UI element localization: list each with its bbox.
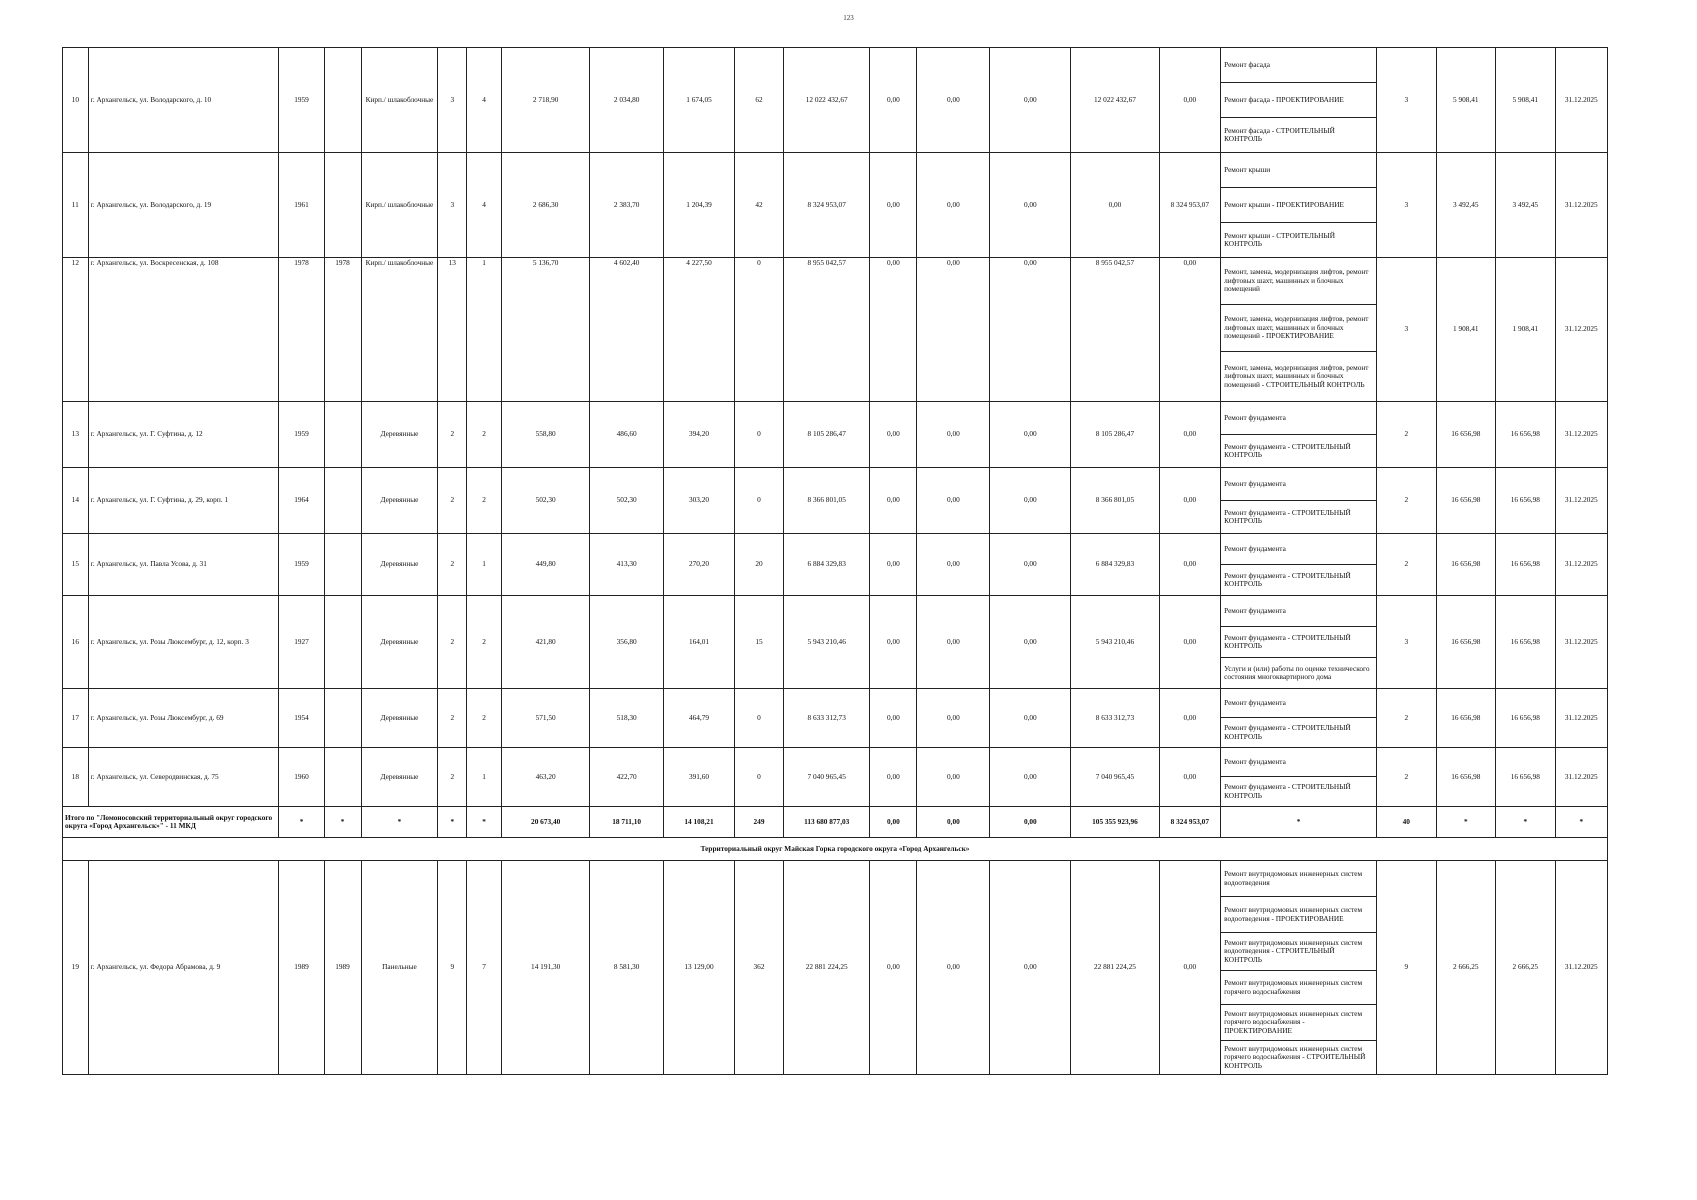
cell-floors: 2 [438, 596, 467, 689]
cell-area_rooms: 2 383,70 [590, 153, 664, 258]
cell-year2: 1978 [324, 258, 361, 402]
cell-c2: 0,00 [917, 153, 990, 258]
cell-p2: 1 908,41 [1496, 258, 1556, 402]
table-row [63, 402, 1608, 435]
cell-date: 31.12.2025 [1555, 48, 1607, 153]
cell-c4: 8 105 286,47 [1071, 402, 1159, 468]
work-type-cell: Ремонт фасада - СТРОИТЕЛЬНЫЙ КОНТРОЛЬ [1221, 118, 1377, 153]
cell-n: 9 [1377, 861, 1437, 1075]
cell-c1: 0,00 [870, 468, 917, 534]
total-cell-area_living: 14 108,21 [664, 807, 735, 838]
cell-c5: 0,00 [1159, 48, 1221, 153]
cell-year: 1978 [279, 258, 324, 402]
page-number: 123 [843, 14, 854, 22]
cell-floors: 2 [438, 468, 467, 534]
cell-p1: 5 908,41 [1436, 48, 1496, 153]
work-type-cell: Ремонт крыши - ПРОЕКТИРОВАНИЕ [1221, 188, 1377, 223]
cell-n: 2 [1377, 468, 1437, 534]
cell-floors: 3 [438, 48, 467, 153]
cell-area_rooms: 2 034,80 [590, 48, 664, 153]
cell-cost: 8 324 953,07 [784, 153, 870, 258]
cell-year: 1927 [279, 596, 324, 689]
total-cell-c2: 0,00 [917, 807, 990, 838]
cell-area_living: 164,01 [664, 596, 735, 689]
work-type-cell: Ремонт фундамента - СТРОИТЕЛЬНЫЙ КОНТРОЛЬ [1221, 501, 1377, 534]
cell-year: 1959 [279, 48, 324, 153]
cell-num: 11 [63, 153, 89, 258]
cell-p2: 16 656,98 [1496, 468, 1556, 534]
work-type-cell: Ремонт фундамента - СТРОИТЕЛЬНЫЙ КОНТРОЛЬ [1221, 777, 1377, 807]
work-type-cell: Ремонт фундамента [1221, 534, 1377, 565]
cell-c1: 0,00 [870, 689, 917, 748]
cell-addr: г. Архангельск, ул. Воскресенская, д. 108 [88, 258, 279, 402]
cell-c3: 0,00 [990, 534, 1071, 596]
cell-year: 1989 [279, 861, 324, 1075]
cell-area_total: 2 686,30 [502, 153, 590, 258]
work-type-cell: Ремонт фундамента - СТРОИТЕЛЬНЫЙ КОНТРОЛЬ [1221, 718, 1377, 748]
capital-repair-table [62, 47, 1608, 1075]
total-cell-cost: 113 680 877,03 [784, 807, 870, 838]
cell-p2: 16 656,98 [1496, 689, 1556, 748]
work-type-cell: Ремонт, замена, модернизация лифтов, ремонт лифтовых шахт, машинных и блочных помещений [1221, 258, 1377, 305]
cell-c2: 0,00 [917, 402, 990, 468]
cell-c4: 12 022 432,67 [1071, 48, 1159, 153]
cell-num: 15 [63, 534, 89, 596]
cell-addr: г. Архангельск, ул. Федора Абрамова, д. 9 [88, 861, 279, 1075]
cell-date: 31.12.2025 [1555, 153, 1607, 258]
cell-year2 [324, 596, 361, 689]
cell-p1: 16 656,98 [1436, 468, 1496, 534]
total-cell-star: * [279, 807, 324, 838]
cell-p1: 1 908,41 [1436, 258, 1496, 402]
cell-addr: г. Архангельск, ул. Павла Усова, д. 31 [88, 534, 279, 596]
cell-entrances: 4 [467, 48, 502, 153]
cell-c4: 8 366 801,05 [1071, 468, 1159, 534]
cell-year2 [324, 402, 361, 468]
cell-floors: 9 [438, 861, 467, 1075]
cell-year: 1964 [279, 468, 324, 534]
cell-area_living: 270,20 [664, 534, 735, 596]
cell-date: 31.12.2025 [1555, 748, 1607, 807]
cell-year: 1954 [279, 689, 324, 748]
total-cell-star: * [361, 807, 438, 838]
cell-p1: 16 656,98 [1436, 596, 1496, 689]
cell-area_living: 464,79 [664, 689, 735, 748]
cell-residents: 42 [734, 153, 783, 258]
cell-addr: г. Архангельск, ул. Г. Суфтина, д. 12 [88, 402, 279, 468]
cell-area_rooms: 356,80 [590, 596, 664, 689]
cell-c5: 0,00 [1159, 689, 1221, 748]
work-type-cell: Ремонт внутридомовых инженерных систем горячего водоснабжения - ПРОЕКТИРОВАНИЕ [1221, 1005, 1377, 1041]
cell-c5: 0,00 [1159, 596, 1221, 689]
cell-year2 [324, 534, 361, 596]
cell-p2: 16 656,98 [1496, 402, 1556, 468]
cell-date: 31.12.2025 [1555, 258, 1607, 402]
cell-material: Деревянные [361, 748, 438, 807]
cell-area_total: 571,50 [502, 689, 590, 748]
cell-p1: 16 656,98 [1436, 689, 1496, 748]
cell-c1: 0,00 [870, 748, 917, 807]
cell-n: 3 [1377, 153, 1437, 258]
table-body [63, 48, 1608, 1075]
total-cell-c5: 8 324 953,07 [1159, 807, 1221, 838]
cell-cost: 7 040 965,45 [784, 748, 870, 807]
work-type-cell: Ремонт крыши [1221, 153, 1377, 188]
cell-material: Панельные [361, 861, 438, 1075]
work-type-cell: Ремонт фундамента [1221, 596, 1377, 627]
cell-num: 13 [63, 402, 89, 468]
total-cell-c4: 105 355 923,96 [1071, 807, 1159, 838]
cell-residents: 15 [734, 596, 783, 689]
work-type-cell: Ремонт фундамента [1221, 748, 1377, 777]
cell-p2: 16 656,98 [1496, 596, 1556, 689]
cell-cost: 8 633 312,73 [784, 689, 870, 748]
cell-n: 2 [1377, 689, 1437, 748]
cell-c1: 0,00 [870, 534, 917, 596]
cell-num: 16 [63, 596, 89, 689]
cell-year: 1960 [279, 748, 324, 807]
total-cell-c3: 0,00 [990, 807, 1071, 838]
cell-c1: 0,00 [870, 402, 917, 468]
cell-num: 19 [63, 861, 89, 1075]
total-cell-star: * [1436, 807, 1496, 838]
cell-area_total: 5 136,70 [502, 258, 590, 402]
cell-area_living: 303,20 [664, 468, 735, 534]
total-label: Итого по "Ломоносовский территориальный округ городского округа «Город Архангельск»" - 11 МКД [63, 807, 279, 838]
cell-floors: 13 [438, 258, 467, 402]
cell-entrances: 1 [467, 534, 502, 596]
cell-area_rooms: 486,60 [590, 402, 664, 468]
total-row [63, 807, 1608, 838]
cell-entrances: 1 [467, 748, 502, 807]
cell-year: 1959 [279, 534, 324, 596]
cell-p2: 2 666,25 [1496, 861, 1556, 1075]
cell-area_living: 4 227,50 [664, 258, 735, 402]
cell-c3: 0,00 [990, 468, 1071, 534]
cell-date: 31.12.2025 [1555, 468, 1607, 534]
cell-area_rooms: 8 581,30 [590, 861, 664, 1075]
cell-c2: 0,00 [917, 748, 990, 807]
total-cell-area_total: 20 673,40 [502, 807, 590, 838]
table-row [63, 534, 1608, 565]
cell-date: 31.12.2025 [1555, 689, 1607, 748]
total-cell-star: * [438, 807, 467, 838]
section-header-row [63, 838, 1608, 861]
cell-entrances: 2 [467, 402, 502, 468]
cell-c5: 8 324 953,07 [1159, 153, 1221, 258]
total-cell-residents: 249 [734, 807, 783, 838]
table-row [63, 468, 1608, 501]
work-type-cell: Ремонт внутридомовых инженерных систем горячего водоснабжения - СТРОИТЕЛЬНЫЙ КОНТРОЛЬ [1221, 1041, 1377, 1075]
table-row [63, 861, 1608, 897]
cell-area_rooms: 502,30 [590, 468, 664, 534]
cell-area_rooms: 413,30 [590, 534, 664, 596]
cell-area_living: 394,20 [664, 402, 735, 468]
work-type-cell: Ремонт внутридомовых инженерных систем водоотведения - СТРОИТЕЛЬНЫЙ КОНТРОЛЬ [1221, 933, 1377, 971]
cell-n: 2 [1377, 402, 1437, 468]
cell-cost: 22 881 224,25 [784, 861, 870, 1075]
cell-material: Кирп./ шлакоблочные [361, 258, 438, 402]
work-type-cell: Ремонт внутридомовых инженерных систем горячего водоснабжения [1221, 971, 1377, 1005]
cell-residents: 62 [734, 48, 783, 153]
cell-c3: 0,00 [990, 861, 1071, 1075]
cell-n: 3 [1377, 48, 1437, 153]
cell-residents: 0 [734, 258, 783, 402]
cell-c3: 0,00 [990, 689, 1071, 748]
cell-c3: 0,00 [990, 402, 1071, 468]
cell-year2 [324, 48, 361, 153]
total-cell-area_rooms: 18 711,10 [590, 807, 664, 838]
cell-year2 [324, 468, 361, 534]
cell-entrances: 4 [467, 153, 502, 258]
cell-num: 10 [63, 48, 89, 153]
cell-c3: 0,00 [990, 258, 1071, 402]
cell-area_total: 421,80 [502, 596, 590, 689]
cell-c4: 8 955 042,57 [1071, 258, 1159, 402]
cell-num: 12 [63, 258, 89, 402]
total-cell-star: * [1496, 807, 1556, 838]
cell-c4: 5 943 210,46 [1071, 596, 1159, 689]
table-row [63, 689, 1608, 718]
cell-c2: 0,00 [917, 861, 990, 1075]
cell-material: Деревянные [361, 596, 438, 689]
cell-c5: 0,00 [1159, 748, 1221, 807]
total-cell-n: 40 [1377, 807, 1437, 838]
cell-addr: г. Архангельск, ул. Володарского, д. 10 [88, 48, 279, 153]
cell-c3: 0,00 [990, 48, 1071, 153]
cell-date: 31.12.2025 [1555, 402, 1607, 468]
cell-c2: 0,00 [917, 689, 990, 748]
work-type-cell: Услуги и (или) работы по оценке технического состояния многоквартирного дома [1221, 658, 1377, 689]
table-row [63, 48, 1608, 83]
work-type-cell: Ремонт фундамента - СТРОИТЕЛЬНЫЙ КОНТРОЛЬ [1221, 627, 1377, 658]
cell-c2: 0,00 [917, 468, 990, 534]
cell-n: 3 [1377, 258, 1437, 402]
cell-area_total: 558,80 [502, 402, 590, 468]
cell-c4: 0,00 [1071, 153, 1159, 258]
cell-c3: 0,00 [990, 153, 1071, 258]
cell-year2 [324, 689, 361, 748]
cell-floors: 2 [438, 534, 467, 596]
cell-c1: 0,00 [870, 258, 917, 402]
work-type-cell: Ремонт, замена, модернизация лифтов, ремонт лифтовых шахт, машинных и блочных помещений - СТРОИТЕЛЬНЫЙ КОНТРОЛЬ [1221, 352, 1377, 402]
cell-area_living: 391,60 [664, 748, 735, 807]
cell-year2: 1989 [324, 861, 361, 1075]
cell-c3: 0,00 [990, 748, 1071, 807]
cell-p1: 16 656,98 [1436, 534, 1496, 596]
cell-addr: г. Архангельск, ул. Розы Люксембург, д. 12, корп. 3 [88, 596, 279, 689]
cell-p2: 16 656,98 [1496, 534, 1556, 596]
cell-residents: 362 [734, 861, 783, 1075]
cell-p1: 16 656,98 [1436, 402, 1496, 468]
cell-c4: 8 633 312,73 [1071, 689, 1159, 748]
work-type-cell: Ремонт фундамента [1221, 468, 1377, 501]
cell-c5: 0,00 [1159, 468, 1221, 534]
cell-residents: 0 [734, 689, 783, 748]
cell-c2: 0,00 [917, 596, 990, 689]
cell-c4: 22 881 224,25 [1071, 861, 1159, 1075]
cell-c5: 0,00 [1159, 534, 1221, 596]
cell-cost: 12 022 432,67 [784, 48, 870, 153]
cell-c1: 0,00 [870, 48, 917, 153]
cell-entrances: 7 [467, 861, 502, 1075]
cell-c5: 0,00 [1159, 861, 1221, 1075]
total-cell-c1: 0,00 [870, 807, 917, 838]
cell-year: 1959 [279, 402, 324, 468]
cell-area_total: 463,20 [502, 748, 590, 807]
cell-area_total: 502,30 [502, 468, 590, 534]
cell-c2: 0,00 [917, 534, 990, 596]
cell-cost: 8 366 801,05 [784, 468, 870, 534]
cell-c1: 0,00 [870, 861, 917, 1075]
cell-floors: 2 [438, 402, 467, 468]
cell-p2: 16 656,98 [1496, 748, 1556, 807]
cell-area_rooms: 4 602,40 [590, 258, 664, 402]
cell-material: Кирп./ шлакоблочные [361, 153, 438, 258]
cell-area_total: 2 718,90 [502, 48, 590, 153]
cell-area_total: 14 191,30 [502, 861, 590, 1075]
cell-area_rooms: 518,30 [590, 689, 664, 748]
cell-residents: 0 [734, 748, 783, 807]
cell-cost: 6 884 329,83 [784, 534, 870, 596]
cell-material: Кирп./ шлакоблочные [361, 48, 438, 153]
cell-area_living: 13 129,00 [664, 861, 735, 1075]
work-type-cell: Ремонт фундамента - СТРОИТЕЛЬНЫЙ КОНТРОЛЬ [1221, 435, 1377, 468]
cell-num: 14 [63, 468, 89, 534]
cell-residents: 0 [734, 402, 783, 468]
cell-c4: 6 884 329,83 [1071, 534, 1159, 596]
cell-p1: 16 656,98 [1436, 748, 1496, 807]
work-type-cell: Ремонт фундамента [1221, 689, 1377, 718]
cell-material: Деревянные [361, 468, 438, 534]
cell-cost: 5 943 210,46 [784, 596, 870, 689]
work-type-cell: Ремонт внутридомовых инженерных систем водоотведения [1221, 861, 1377, 897]
work-type-cell: Ремонт, замена, модернизация лифтов, ремонт лифтовых шахт, машинных и блочных помещений - ПРОЕКТИРОВАНИЕ [1221, 305, 1377, 352]
cell-num: 18 [63, 748, 89, 807]
section-title: Территориальный округ Майская Горка городского округа «Город Архангельск» [63, 838, 1608, 861]
cell-addr: г. Архангельск, ул. Володарского, д. 19 [88, 153, 279, 258]
cell-area_living: 1 204,39 [664, 153, 735, 258]
cell-area_rooms: 422,70 [590, 748, 664, 807]
cell-entrances: 2 [467, 596, 502, 689]
table-row [63, 748, 1608, 777]
cell-floors: 2 [438, 748, 467, 807]
cell-c5: 0,00 [1159, 402, 1221, 468]
cell-c2: 0,00 [917, 258, 990, 402]
cell-c4: 7 040 965,45 [1071, 748, 1159, 807]
total-cell-star: * [467, 807, 502, 838]
cell-residents: 0 [734, 468, 783, 534]
work-type-cell: Ремонт фасада [1221, 48, 1377, 83]
cell-p1: 2 666,25 [1436, 861, 1496, 1075]
cell-entrances: 2 [467, 468, 502, 534]
cell-p2: 5 908,41 [1496, 48, 1556, 153]
cell-c1: 0,00 [870, 596, 917, 689]
cell-area_living: 1 674,05 [664, 48, 735, 153]
cell-residents: 20 [734, 534, 783, 596]
cell-cost: 8 105 286,47 [784, 402, 870, 468]
cell-cost: 8 955 042,57 [784, 258, 870, 402]
cell-addr: г. Архангельск, ул. Розы Люксембург, д. 69 [88, 689, 279, 748]
cell-year2 [324, 748, 361, 807]
table-row [63, 153, 1608, 188]
cell-c3: 0,00 [990, 596, 1071, 689]
cell-p1: 3 492,45 [1436, 153, 1496, 258]
total-cell-star: * [1555, 807, 1607, 838]
total-cell-star: * [1221, 807, 1377, 838]
cell-addr: г. Архангельск, ул. Г. Суфтина, д. 29, корп. 1 [88, 468, 279, 534]
cell-date: 31.12.2025 [1555, 596, 1607, 689]
cell-material: Деревянные [361, 402, 438, 468]
cell-floors: 2 [438, 689, 467, 748]
table-row [63, 258, 1608, 305]
work-type-cell: Ремонт фундамента - СТРОИТЕЛЬНЫЙ КОНТРОЛЬ [1221, 565, 1377, 596]
work-type-cell: Ремонт крыши - СТРОИТЕЛЬНЫЙ КОНТРОЛЬ [1221, 223, 1377, 258]
cell-date: 31.12.2025 [1555, 861, 1607, 1075]
cell-c1: 0,00 [870, 153, 917, 258]
cell-area_total: 449,80 [502, 534, 590, 596]
cell-p2: 3 492,45 [1496, 153, 1556, 258]
cell-year: 1961 [279, 153, 324, 258]
cell-n: 2 [1377, 748, 1437, 807]
cell-entrances: 2 [467, 689, 502, 748]
work-type-cell: Ремонт фундамента [1221, 402, 1377, 435]
cell-c5: 0,00 [1159, 258, 1221, 402]
cell-entrances: 1 [467, 258, 502, 402]
cell-n: 2 [1377, 534, 1437, 596]
work-type-cell: Ремонт внутридомовых инженерных систем водоотведения - ПРОЕКТИРОВАНИЕ [1221, 897, 1377, 933]
cell-floors: 3 [438, 153, 467, 258]
cell-c2: 0,00 [917, 48, 990, 153]
work-type-cell: Ремонт фасада - ПРОЕКТИРОВАНИЕ [1221, 83, 1377, 118]
cell-addr: г. Архангельск, ул. Северодвинская, д. 75 [88, 748, 279, 807]
cell-n: 3 [1377, 596, 1437, 689]
cell-num: 17 [63, 689, 89, 748]
total-cell-star: * [324, 807, 361, 838]
cell-material: Деревянные [361, 534, 438, 596]
cell-year2 [324, 153, 361, 258]
cell-date: 31.12.2025 [1555, 534, 1607, 596]
cell-material: Деревянные [361, 689, 438, 748]
table-row [63, 596, 1608, 627]
